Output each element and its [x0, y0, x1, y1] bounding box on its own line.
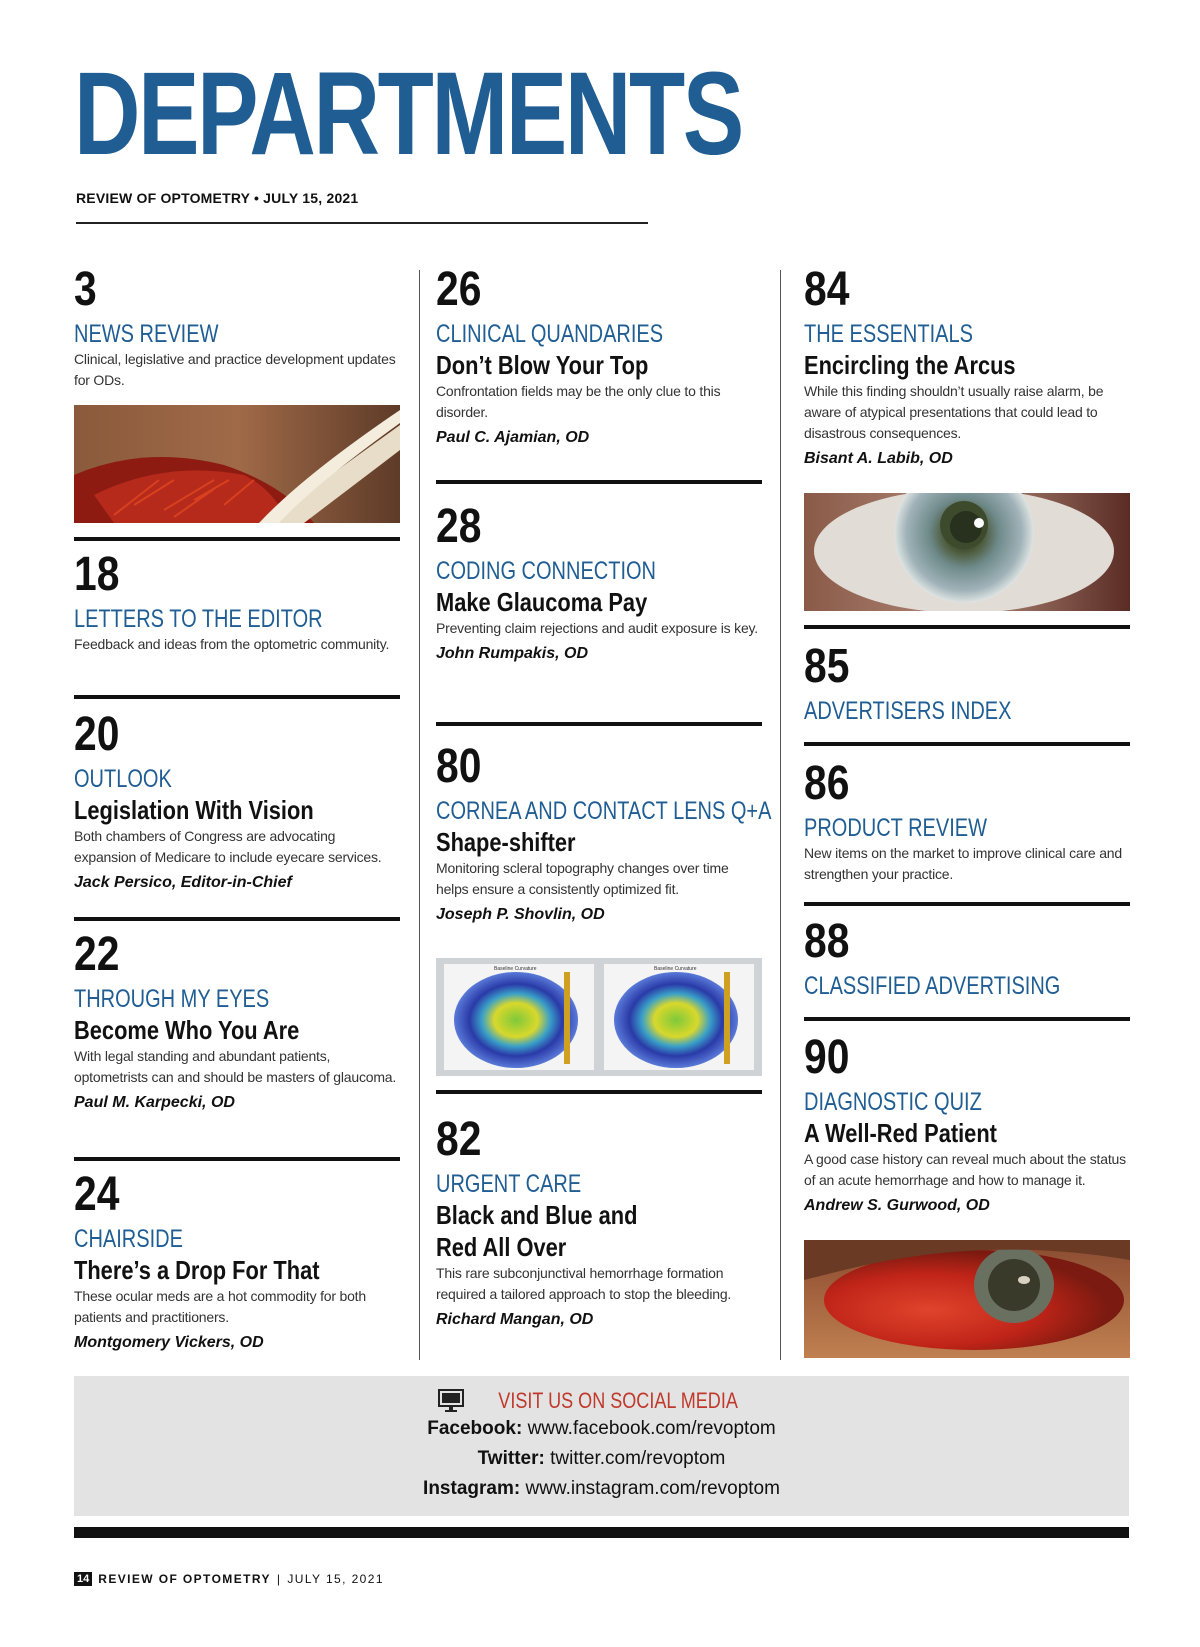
facebook-line[interactable] [74, 1414, 1129, 1444]
department-name: LETTERS TO THE EDITOR [74, 605, 323, 633]
department-name: PRODUCT REVIEW [804, 814, 987, 842]
entry-chairside[interactable] [74, 1170, 400, 1354]
facebook-label: Facebook: [427, 1418, 523, 1439]
article-author: Joseph P. Shovlin, OD [436, 906, 605, 923]
article-author: Paul M. Karpecki, OD [74, 1094, 235, 1111]
department-name: THROUGH MY EYES [74, 985, 270, 1013]
article-title: Become Who You Are [74, 1015, 300, 1045]
article-author: John Rumpakis, OD [436, 645, 589, 662]
saffron-photo [74, 405, 400, 523]
entry-clinical-quandaries[interactable] [436, 265, 762, 449]
article-author: Paul C. Ajamian, OD [436, 429, 590, 446]
section-divider [804, 1017, 1130, 1021]
twitter-line[interactable] [74, 1444, 1129, 1474]
article-title: Make Glaucoma Pay [436, 587, 648, 617]
instagram-link[interactable]: www.instagram.com/revoptom [525, 1478, 780, 1499]
section-divider [804, 902, 1130, 906]
entry-advertisers-index[interactable] [804, 642, 1130, 726]
topo-map-label-left: Baseline Curvature [494, 966, 537, 972]
red-eye-photo [804, 1240, 1130, 1358]
department-description: Clinical, legislative and practice development updates for ODs. [74, 351, 396, 388]
column-divider [780, 270, 781, 1360]
twitter-link[interactable]: twitter.com/revoptom [550, 1448, 726, 1469]
page-title: DEPARTMENTS [74, 48, 742, 180]
entry-news-review[interactable] [74, 265, 400, 391]
department-name: ADVERTISERS INDEX [804, 697, 1012, 725]
department-name: CHAIRSIDE [74, 1225, 183, 1253]
page-number: 26 [436, 263, 482, 316]
entry-classified-advertising[interactable] [804, 917, 1130, 1001]
section-divider [74, 917, 400, 921]
page-number: 3 [74, 263, 97, 316]
instagram-line[interactable] [74, 1474, 1129, 1504]
page-number: 82 [436, 1113, 482, 1166]
eye-arcus-photo [804, 493, 1130, 611]
entry-coding-connection[interactable] [436, 502, 762, 665]
social-media-box [74, 1376, 1129, 1516]
twitter-label: Twitter: [477, 1448, 545, 1469]
department-name: CLINICAL QUANDARIES [436, 320, 664, 348]
page-number: 28 [436, 500, 482, 553]
page-number: 24 [74, 1168, 120, 1221]
article-title: There’s a Drop For That [74, 1255, 320, 1285]
section-divider [436, 722, 762, 726]
page-number: 86 [804, 757, 850, 810]
page-number: 85 [804, 640, 850, 693]
department-description: New items on the market to improve clinical care and strengthen your practice. [804, 845, 1122, 882]
footer-bar [74, 1527, 1129, 1538]
article-title-line1: Black and Blue and [436, 1200, 638, 1230]
section-divider [74, 1157, 400, 1161]
article-author: Jack Persico, Editor-in-Chief [74, 874, 292, 891]
entry-urgent-care[interactable] [436, 1115, 762, 1331]
article-title: A Well-Red Patient [804, 1118, 997, 1148]
article-title: Don’t Blow Your Top [436, 350, 649, 380]
monitor-icon [438, 1389, 464, 1413]
department-name: CORNEA AND CONTACT LENS Q+A [436, 797, 772, 825]
page-number: 84 [804, 263, 850, 316]
article-description: With legal standing and abundant patients, optometrists can and should be masters of glaucoma. [74, 1048, 397, 1085]
department-name: CODING CONNECTION [436, 557, 656, 585]
section-divider [804, 742, 1130, 746]
page-subtitle: REVIEW OF OPTOMETRY • JULY 15, 2021 [76, 190, 359, 206]
article-author: Bisant A. Labib, OD [804, 450, 953, 467]
section-divider [74, 695, 400, 699]
social-heading-text: VISIT US ON SOCIAL MEDIA [498, 1388, 739, 1413]
entry-outlook[interactable] [74, 710, 400, 894]
section-divider [436, 480, 762, 484]
column-divider [419, 270, 420, 1360]
page-number-box: 14 [74, 1572, 92, 1586]
page-number: 22 [74, 928, 120, 981]
instagram-label: Instagram: [423, 1478, 521, 1499]
page-number: 88 [804, 915, 850, 968]
page-number: 18 [74, 548, 120, 601]
facebook-link[interactable]: www.facebook.com/revoptom [527, 1418, 776, 1439]
entry-through-my-eyes[interactable] [74, 930, 400, 1114]
article-title-line2: Red All Over [436, 1232, 567, 1262]
article-description: Preventing claim rejections and audit exposure is key. [436, 620, 759, 636]
page-number: 90 [804, 1031, 850, 1084]
department-name: OUTLOOK [74, 765, 172, 793]
article-description: Confrontation fields may be the only clue to this disorder. [436, 383, 721, 420]
article-description: Monitoring scleral topography changes over time helps ensure a consistently optimized fit. [436, 860, 729, 897]
article-description: While this finding shouldn’t usually raise alarm, be aware of atypical presentations that could lead to disastrous consequences. [804, 383, 1104, 441]
topo-map-label-right: Baseline Curvature [654, 966, 697, 972]
department-name: NEWS REVIEW [74, 320, 219, 348]
entry-letters[interactable] [74, 550, 400, 655]
article-author: Richard Mangan, OD [436, 1311, 594, 1328]
article-description: These ocular meds are a hot commodity for both patients and practitioners. [74, 1288, 366, 1325]
article-description: Both chambers of Congress are advocating expansion of Medicare to include eyecare services. [74, 828, 382, 865]
entry-diagnostic-quiz[interactable] [804, 1033, 1130, 1217]
header-divider [76, 222, 648, 224]
footer-separator: | [276, 1572, 282, 1586]
entry-cornea[interactable] [436, 740, 772, 926]
section-divider [436, 1090, 762, 1094]
article-description: A good case history can reveal much about the status of an acute hemorrhage and how to manage it. [804, 1151, 1126, 1188]
department-name: THE ESSENTIALS [804, 320, 973, 348]
footer-date: JULY 15, 2021 [287, 1572, 384, 1586]
section-divider [74, 537, 400, 541]
article-author: Andrew S. Gurwood, OD [804, 1197, 990, 1214]
department-name: URGENT CARE [436, 1170, 582, 1198]
social-heading [74, 1388, 1129, 1414]
topography-map-image [436, 958, 762, 1076]
page-footer [74, 1572, 384, 1586]
article-author: Montgomery Vickers, OD [74, 1334, 264, 1351]
article-description: This rare subconjunctival hemorrhage formation required a tailored approach to stop the bleeding. [436, 1265, 732, 1302]
page-number: 80 [436, 740, 482, 793]
article-title: Shape-shifter [436, 827, 576, 857]
entry-essentials[interactable] [804, 265, 1130, 470]
entry-product-review[interactable] [804, 759, 1130, 885]
department-name: CLASSIFIED ADVERTISING [804, 972, 1061, 1000]
department-name: DIAGNOSTIC QUIZ [804, 1088, 982, 1116]
article-title: Legislation With Vision [74, 795, 314, 825]
page-number: 20 [74, 708, 120, 761]
department-description: Feedback and ideas from the optometric community. [74, 636, 390, 652]
section-divider [804, 625, 1130, 629]
footer-publication: REVIEW OF OPTOMETRY [98, 1572, 271, 1586]
article-title: Encircling the Arcus [804, 350, 1016, 380]
